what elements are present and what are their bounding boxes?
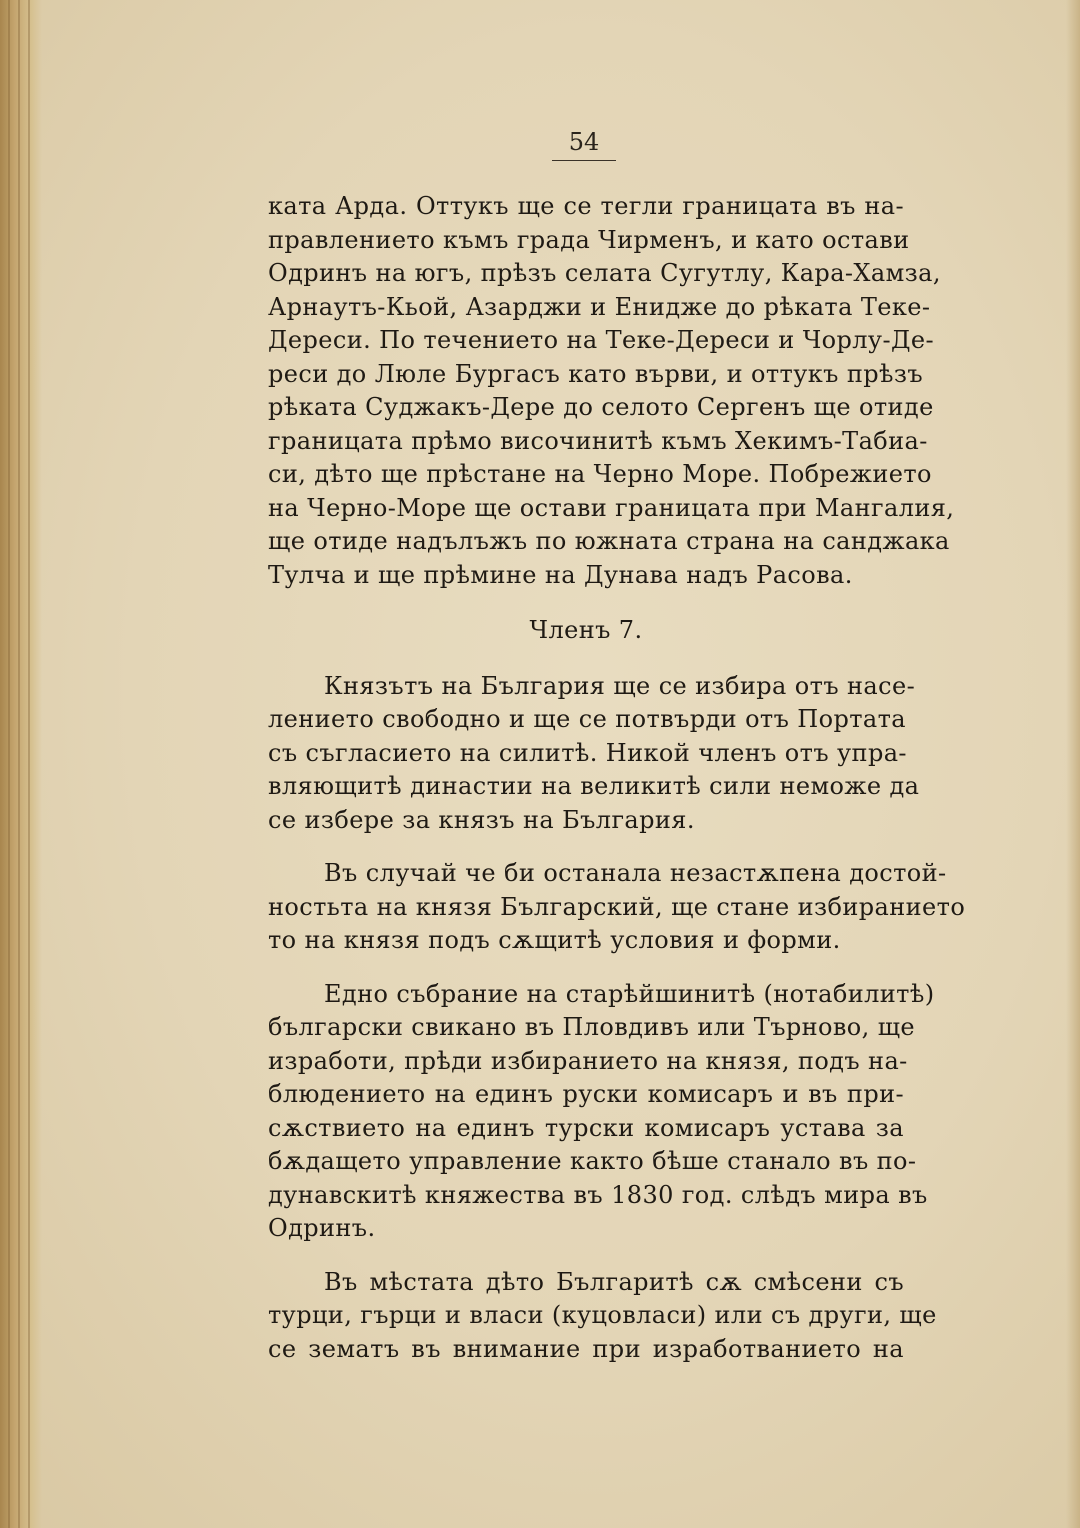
text-line: на Черно-Море ще остави границата при Мангалия, <box>268 493 955 522</box>
text-line: Едно събрание на старѣйшинитѣ (нотабилитѣ) <box>324 979 935 1008</box>
page-gutter <box>0 0 42 1528</box>
page-edge-line <box>18 0 20 1528</box>
text-line: си, дѣто ще прѣстане на Черно Море. Побрежието <box>268 460 932 488</box>
text-line: дунавскитѣ княжества въ 1830 год. слѣдъ мира въ <box>268 1180 928 1209</box>
text-line: Одринъ на югъ, прѣзъ селата Сугутлу, Кара-Хамза, <box>268 259 941 287</box>
body-text <box>268 190 966 1366</box>
text-line: Одринъ. <box>268 1214 376 1242</box>
text-line: ката Арда. Оттукъ ще се тегли границата въ на- <box>268 192 904 220</box>
text-line: Князътъ на България ще се избира отъ насе- <box>324 671 916 700</box>
text-line: се избере за князъ на България. <box>268 805 695 834</box>
text-line: лението свободно и ще се потвърди отъ Портата <box>268 705 907 733</box>
paragraph-3 <box>268 857 966 958</box>
text-line: блюдението на единъ руски комисаръ и въ при- <box>268 1080 904 1108</box>
text-line: сѫствието на единъ турски комисаръ устава за <box>268 1113 904 1142</box>
paragraph-2 <box>268 670 920 838</box>
text-line: ще отиде надълъжъ по южната страна на санджака <box>268 527 950 555</box>
text-line: правлението къмъ града Чирменъ, и като остави <box>268 225 910 254</box>
page-right-edge <box>1066 0 1080 1528</box>
text-line: изработи, прѣди избиранието на князя, подъ на- <box>268 1046 908 1075</box>
text-line: български свикано въ Пловдивъ или Търново, ще <box>268 1013 916 1041</box>
text-line: вляющитѣ династии на великитѣ сили неможе да <box>268 772 920 800</box>
text-line: бѫдащето управление както бѣше станало въ по- <box>268 1147 917 1175</box>
paragraph-1 <box>268 190 955 592</box>
article-heading: Членъ 7. <box>529 616 643 644</box>
text-line: ностьта на князя Българский, ще стане избиранието <box>268 892 966 921</box>
text-line: Въ мѣстата дѣто Българитѣ сѫ смѣсени съ <box>324 1267 904 1296</box>
page-edge-line <box>28 0 30 1528</box>
page-number-rule <box>552 160 616 161</box>
text-line: реси до Люле Бургасъ като върви, и оттукъ прѣзъ <box>268 359 924 388</box>
text-line: Дереси. По течението на Теке-Дереси и Чорлу-Де- <box>268 326 934 354</box>
paragraph-5 <box>268 1266 937 1367</box>
text-line: Арнаутъ-Кьой, Азарджи и Енидже до рѣката Теке- <box>268 292 931 321</box>
page-edge-line <box>8 0 10 1528</box>
page-number: 54 <box>568 128 600 156</box>
text-line: се зематъ въ внимание при изработванието на <box>268 1334 904 1363</box>
text-line: то на князя подъ сѫщитѣ условия и форми. <box>268 926 841 954</box>
text-line: Тулча и ще прѣмине на Дунава надъ Расова. <box>268 560 853 589</box>
text-line: турци, гърци и власи (куцовласи) или съ други, ще <box>268 1301 937 1329</box>
text-line: границата прѣмо височинитѣ къмъ Хекимъ-Табиа- <box>268 426 928 455</box>
text-line: рѣката Суджакъ-Дере до селото Сергенъ ще отиде <box>268 393 934 421</box>
paragraph-4 <box>268 978 935 1246</box>
text-line: съ съгласието на силитѣ. Никой членъ отъ упра- <box>268 738 907 767</box>
text-line: Въ случай че би останала незастѫпена достой- <box>324 859 947 887</box>
